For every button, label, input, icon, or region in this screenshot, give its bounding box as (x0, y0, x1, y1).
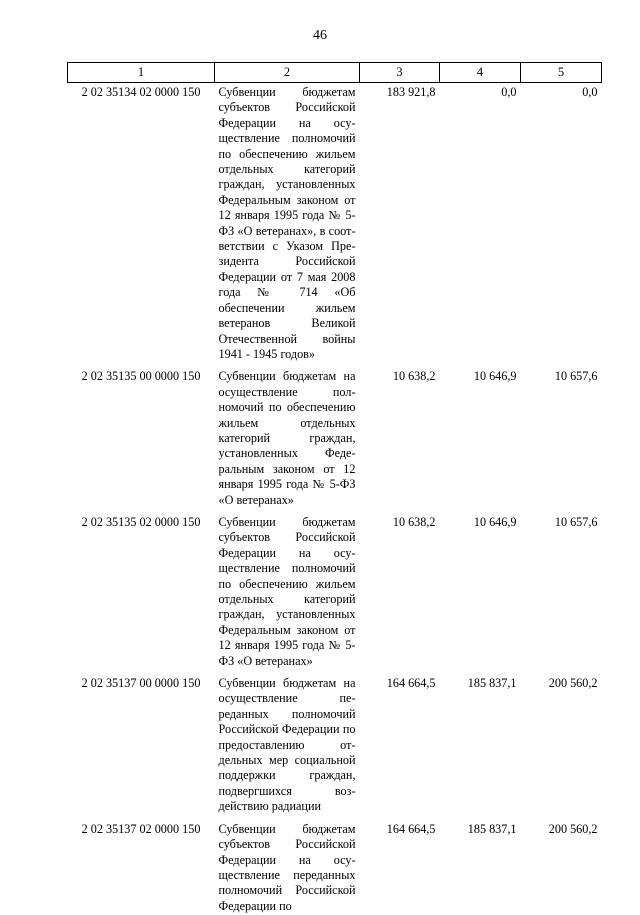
column-header-5: 5 (521, 63, 602, 83)
value-col-4: 10 646,9 (473, 514, 517, 529)
description: Субвенции бюджетам субъектов Российской Федерации на осуществление переданных полномочий Российской Федерации по (218, 821, 356, 913)
column-header-3: 3 (360, 63, 440, 83)
table-row (68, 674, 602, 820)
budget-code: 2 02 35134 02 0000 150 (81, 85, 201, 99)
column-header-2: 2 (215, 63, 360, 83)
value-col-4: 185 837,1 (467, 821, 517, 836)
budget-code: 2 02 35137 00 0000 150 (81, 676, 201, 691)
value-col-3: 164 664,5 (386, 821, 436, 836)
value-col-4: 185 837,1 (467, 676, 517, 691)
value-col-5: 10 657,6 (554, 369, 598, 384)
description: Субвенции бюджетам субъектов Российской Федерации на осуществление полномочий по обеспечению жильем отдельных категорий граждан, установленных Федеральным законом от 12 января 1995 года № 5-ФЗ «О ветеранах» (218, 514, 356, 668)
description: Субвенции бюджетам на осуществление переданных полномочий Российской Федерации по предоставлению отдельных мер социальной поддержки граждан, подвергшихся воздействию радиации (218, 676, 356, 814)
table-row (68, 820, 602, 915)
value-col-4: 10 646,9 (473, 369, 517, 384)
value-col-5: 0,0 (582, 85, 598, 99)
table-header-row (68, 63, 602, 83)
value-col-5: 200 560,2 (548, 676, 598, 691)
budget-code: 2 02 35135 02 0000 150 (81, 514, 201, 529)
page-number: 46 (313, 28, 327, 43)
value-col-3: 10 638,2 (392, 369, 436, 384)
table-row (68, 367, 602, 513)
description: Субвенции бюджетам на осуществление полномочий по обеспечению жильем отдельных категорий граждан, установленных Федеральным законом от 12 января 1995 года № 5-ФЗ «О ветеранах» (218, 369, 356, 507)
value-col-3: 10 638,2 (392, 514, 436, 529)
column-header-1: 1 (68, 63, 215, 83)
description: Субвенции бюджетам субъектов Российской Федерации на осуществление полномочий по обеспечению жильем отдельных категорий граждан, установленных Федеральным законом от 12 января 1995 года № 5-ФЗ «О ветеранах», в соответствии с Указом Президента Российской Федерации от 7 мая 2008 года № 714 «Об обеспечении жильем ветеранов Великой Отечественной войны 1941 - 1945 годов» (218, 85, 356, 361)
budget-code: 2 02 35135 00 0000 150 (81, 369, 201, 384)
column-header-4: 4 (440, 63, 521, 83)
value-col-5: 200 560,2 (548, 821, 598, 836)
table-row (68, 83, 602, 368)
value-col-4: 0,0 (501, 85, 517, 99)
value-col-3: 183 921,8 (386, 85, 436, 99)
value-col-3: 164 664,5 (386, 676, 436, 691)
budget-table (67, 62, 602, 915)
table-row (68, 513, 602, 674)
value-col-5: 10 657,6 (554, 514, 598, 529)
budget-code: 2 02 35137 02 0000 150 (81, 821, 201, 836)
